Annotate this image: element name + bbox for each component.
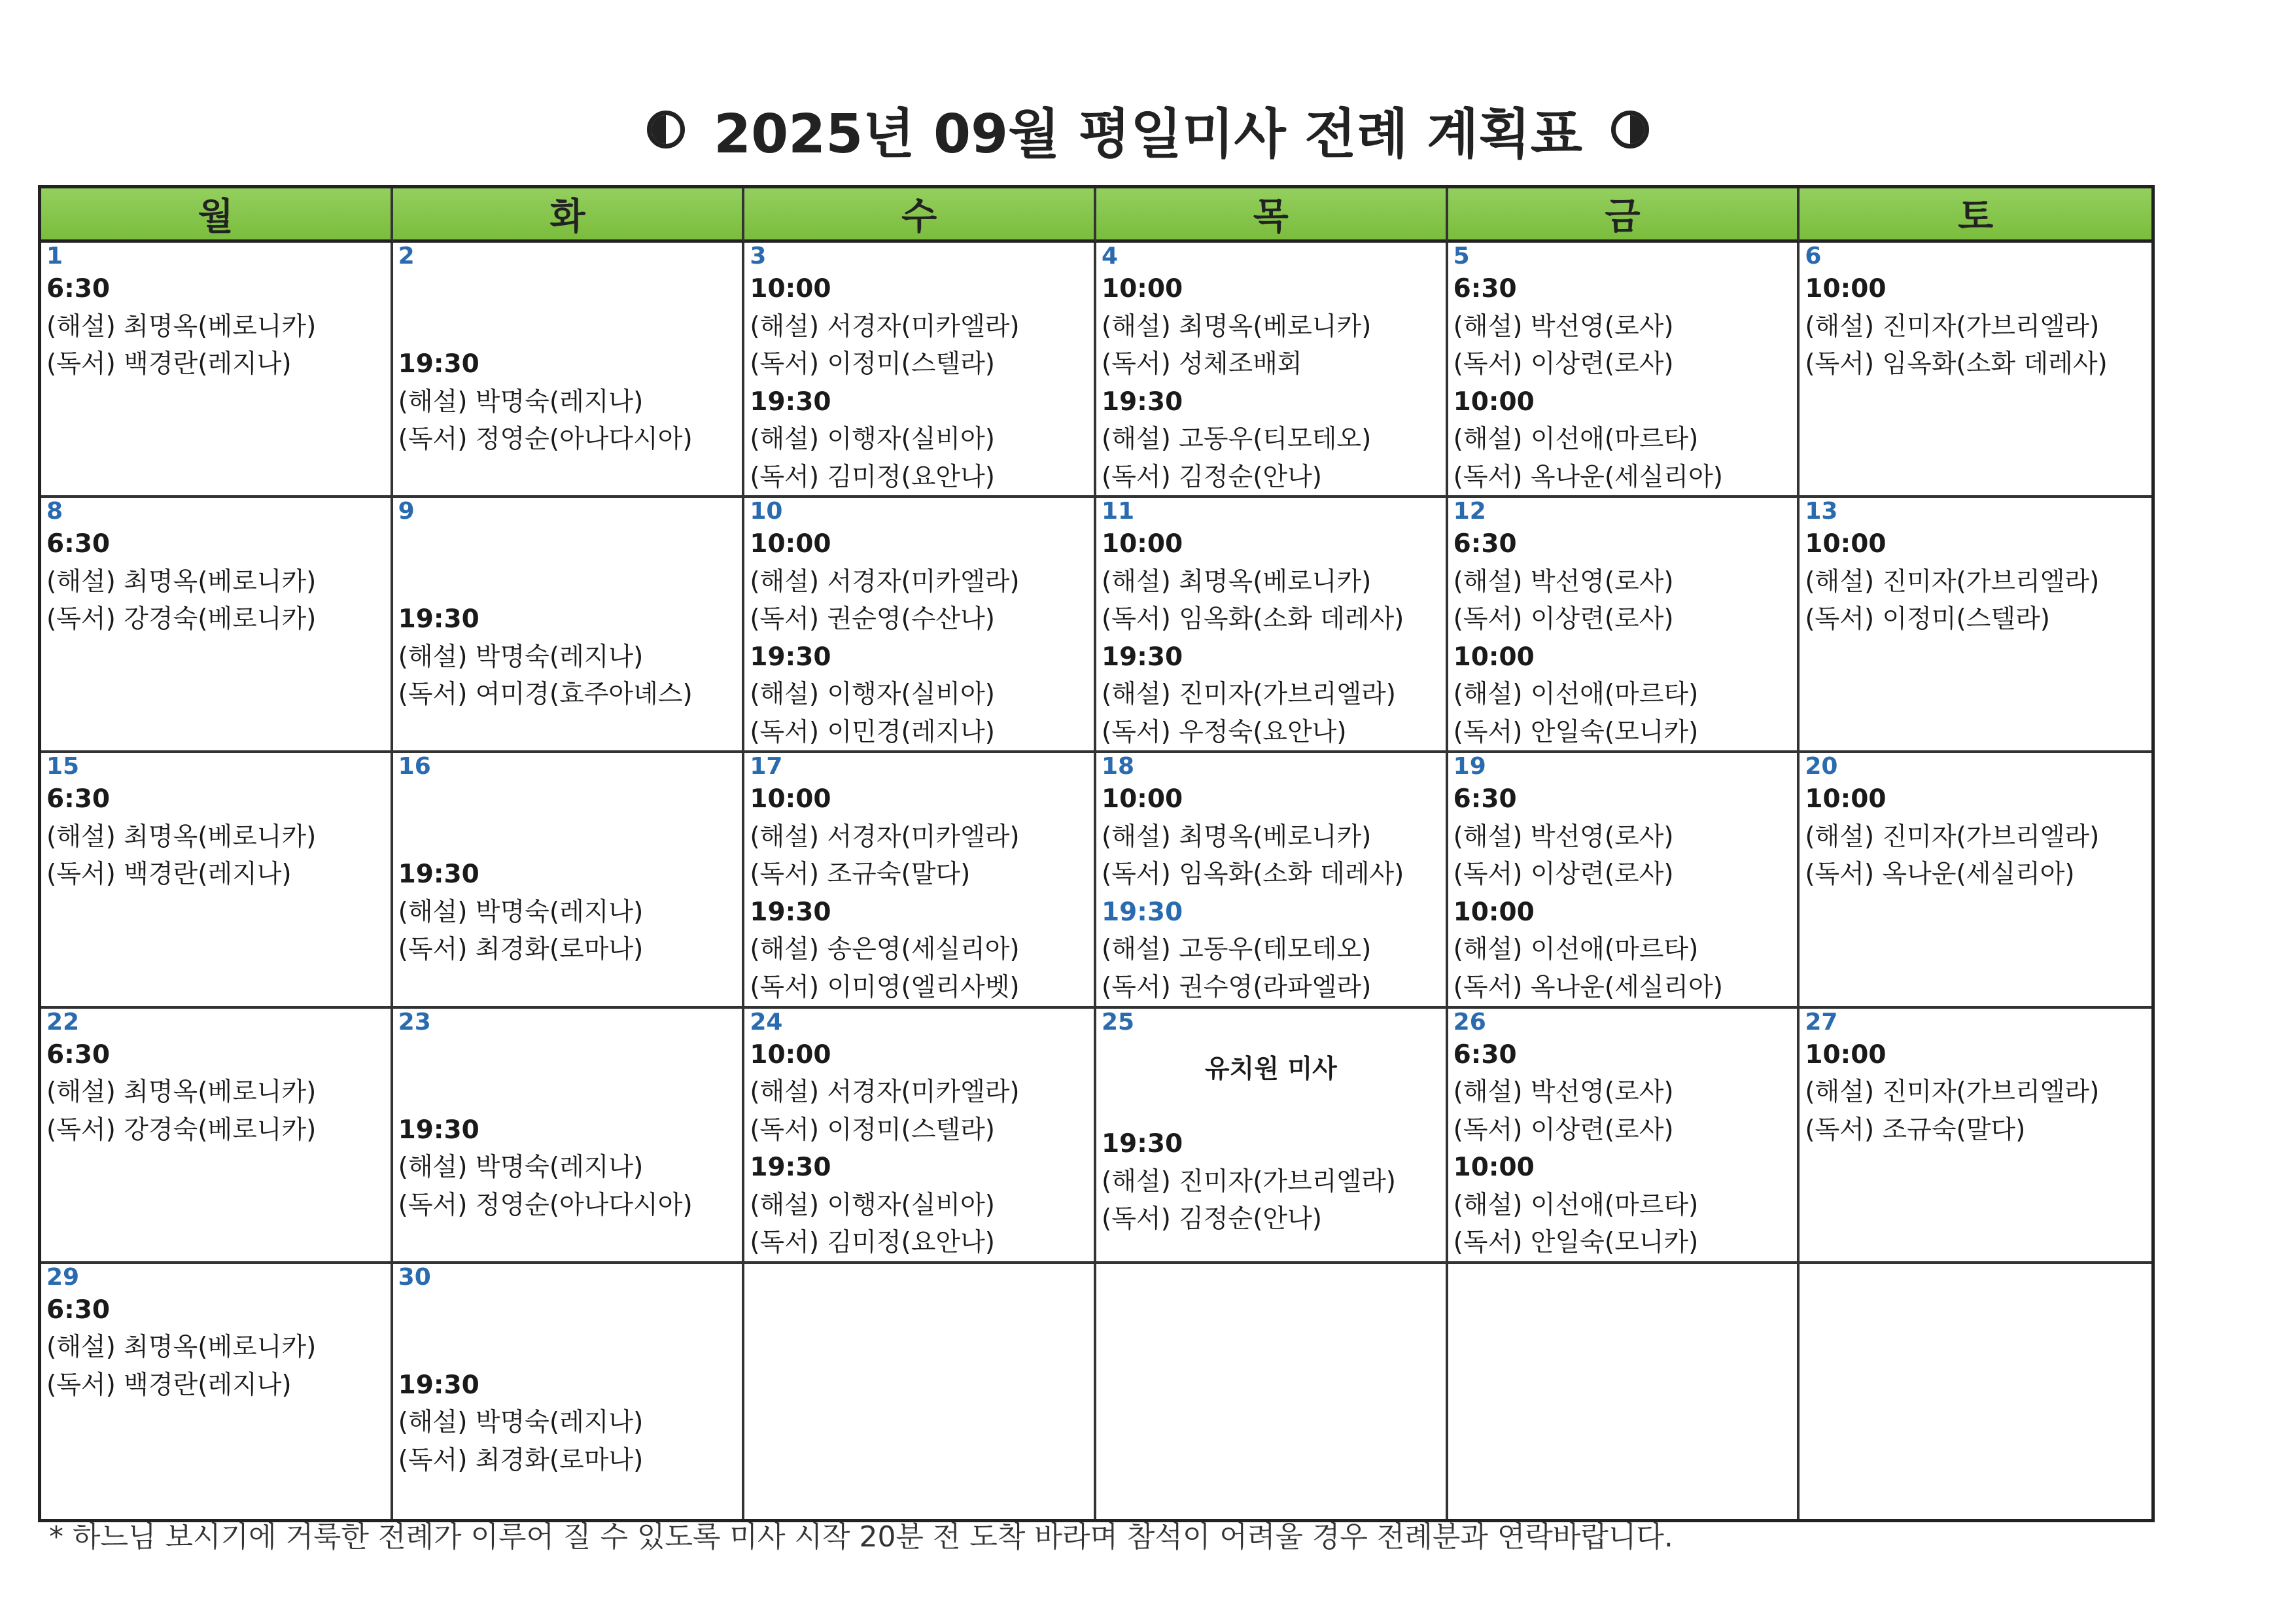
reading-assignment: (독서) 우정숙(요안나) (1102, 717, 1347, 747)
commentary-assignment: (해설) 이행자(실비아) (750, 1190, 995, 1220)
day-number-empty (1453, 1266, 1798, 1291)
day-cell (1096, 498, 1448, 753)
day-cell (1096, 243, 1448, 498)
day-cell (744, 753, 1096, 1008)
mass-time: 10:00 (1102, 274, 1183, 304)
mass-time: 10:00 (1805, 529, 1887, 559)
commentary-assignment: (해설) 진미자(가브리엘라) (1102, 1166, 1396, 1196)
day-number: 12 (1453, 498, 1486, 525)
day-cell (1800, 498, 2151, 753)
commentary-assignment: (해설) 이행자(실비아) (750, 425, 995, 454)
reading-assignment: (독서) 백경란(레지나) (46, 1370, 292, 1400)
reading-assignment: (독서) 김정순(안나) (1102, 462, 1322, 492)
mass-time: 10:00 (1453, 1153, 1535, 1183)
mass-time: 10:00 (750, 274, 831, 304)
reading-assignment: (독서) 이민경(레지나) (750, 717, 995, 747)
weekday-header: 월 (41, 188, 393, 243)
commentary-assignment: (해설) 이선애(마르타) (1453, 680, 1699, 710)
day-cell (1448, 243, 1800, 498)
commentary-assignment: (해설) 서경자(미카엘라) (750, 567, 1020, 597)
reading-assignment: (독서) 백경란(레지나) (46, 860, 292, 890)
reading-assignment: (독서) 안일숙(모니카) (1453, 717, 1699, 747)
day-cell (1096, 1264, 1448, 1519)
day-cell (1800, 753, 2151, 1008)
mass-time: 19:30 (398, 860, 479, 890)
mass-time: 19:30 (1102, 387, 1183, 417)
mass-time: 19:30 (1102, 897, 1183, 927)
day-cell (1096, 753, 1448, 1008)
mass-time: 6:30 (46, 1039, 111, 1070)
reading-assignment: (독서) 이상련(로사) (1453, 604, 1674, 635)
mass-time: 6:30 (1453, 529, 1517, 559)
day-number: 27 (1805, 1008, 1838, 1036)
day-number-empty (1102, 1266, 1446, 1291)
commentary-assignment: (해설) 최명옥(베로니카) (46, 1077, 317, 1108)
commentary-assignment: (해설) 박명숙(레지나) (398, 1153, 644, 1183)
commentary-assignment: (해설) 박명숙(레지나) (398, 1408, 644, 1438)
day-number: 9 (398, 498, 415, 525)
reading-assignment: (독서) 강경숙(베로니카) (46, 1115, 317, 1145)
weekday-header: 금 (1448, 188, 1800, 243)
day-cell (1448, 1264, 1800, 1519)
commentary-assignment: (해설) 이선애(마르타) (1453, 935, 1699, 965)
reading-assignment: (독서) 옥나운(세실리아) (1453, 462, 1723, 492)
day-cell (393, 1264, 745, 1519)
reading-assignment: (독서) 이정미(스텔라) (1805, 604, 2050, 635)
reading-assignment: (독서) 여미경(효주아녜스) (398, 680, 693, 710)
reading-assignment: (독서) 백경란(레지나) (46, 349, 292, 379)
reading-assignment: (독서) 김정순(안나) (1102, 1204, 1322, 1234)
day-number: 24 (750, 1008, 783, 1036)
day-number: 30 (398, 1263, 431, 1291)
commentary-assignment: (해설) 진미자(가브리엘라) (1805, 311, 2100, 341)
day-number: 3 (750, 243, 767, 270)
day-number: 15 (46, 753, 80, 780)
mass-time: 10:00 (1453, 642, 1535, 672)
day-cell (41, 243, 393, 498)
day-cell (393, 498, 745, 753)
commentary-assignment: (해설) 이선애(마르타) (1453, 1190, 1699, 1220)
mass-time: 6:30 (46, 529, 111, 559)
reading-assignment: (독서) 권수영(라파엘라) (1102, 972, 1372, 1002)
day-cell (744, 498, 1096, 753)
day-number: 22 (46, 1008, 80, 1036)
commentary-assignment: (해설) 박선영(로사) (1453, 567, 1674, 597)
commentary-assignment: (해설) 박명숙(레지나) (398, 387, 644, 417)
mass-time: 6:30 (1453, 784, 1517, 814)
reading-assignment: (독서) 이정미(스텔라) (750, 1115, 995, 1145)
cell-spacer (398, 270, 742, 345)
commentary-assignment: (해설) 진미자(가브리엘라) (1805, 1077, 2100, 1108)
mass-time: 19:30 (398, 349, 479, 379)
reading-assignment: (독서) 옥나운(세실리아) (1453, 972, 1723, 1002)
mass-time: 19:30 (398, 604, 479, 635)
mass-time: 19:30 (398, 1370, 479, 1400)
day-cell (744, 1009, 1096, 1264)
mass-time: 10:00 (750, 1039, 831, 1070)
mass-time: 19:30 (1102, 642, 1183, 672)
reading-assignment: (독서) 옥나운(세실리아) (1805, 860, 2075, 890)
day-number: 25 (1102, 1008, 1135, 1036)
commentary-assignment: (해설) 진미자(가브리엘라) (1102, 680, 1396, 710)
mass-time: 10:00 (1102, 529, 1183, 559)
mass-time: 19:30 (1102, 1129, 1183, 1159)
half-moon-icon (647, 111, 685, 148)
mass-time: 6:30 (46, 274, 111, 304)
reading-assignment: (독서) 성체조배회 (1102, 349, 1302, 379)
commentary-assignment: (해설) 최명옥(베로니카) (46, 311, 317, 341)
commentary-assignment: (해설) 최명옥(베로니카) (1102, 822, 1372, 852)
mass-time: 10:00 (750, 529, 831, 559)
day-number: 1 (46, 243, 63, 270)
mass-time: 19:30 (750, 642, 831, 672)
mass-time: 10:00 (1453, 897, 1535, 927)
day-cell (744, 1264, 1096, 1519)
reading-assignment: (독서) 정영순(아나다시아) (398, 1190, 693, 1220)
reading-assignment: (독서) 임옥화(소화 데레사) (1102, 860, 1404, 890)
day-cell (393, 243, 745, 498)
reading-assignment: (독서) 안일숙(모니카) (1453, 1228, 1699, 1258)
reading-assignment: (독서) 김미정(요안나) (750, 462, 995, 492)
reading-assignment: (독서) 강경숙(베로니카) (46, 604, 317, 635)
commentary-assignment: (해설) 박선영(로사) (1453, 1077, 1674, 1108)
reading-assignment: (독서) 최경화(로마나) (398, 1445, 644, 1475)
reading-assignment: (독서) 이정미(스텔라) (750, 349, 995, 379)
reading-assignment: (독서) 임옥화(소화 데레사) (1102, 604, 1404, 635)
reading-assignment: (독서) 임옥화(소화 데레사) (1805, 349, 2108, 379)
commentary-assignment: (해설) 서경자(미카엘라) (750, 1077, 1020, 1108)
day-cell (41, 498, 393, 753)
liturgy-calendar (38, 185, 2155, 1522)
reading-assignment: (독서) 최경화(로마나) (398, 935, 644, 965)
day-number: 13 (1805, 498, 1838, 525)
mass-time: 10:00 (1102, 784, 1183, 814)
day-number: 11 (1102, 498, 1135, 525)
commentary-assignment: (해설) 송은영(세실리아) (750, 935, 1020, 965)
reading-assignment: (독서) 이미영(엘리사벳) (750, 972, 1020, 1002)
footnote: * 하느님 보시기에 거룩한 전례가 이루어 질 수 있도록 미사 시작 20분 전 도착 바라며 참석이 어려울 경우 전례분과 연락바랍니다. (49, 1520, 1673, 1554)
title-text: 2025년 09월 평일미사 전례 계획표 (714, 103, 1582, 166)
day-number: 19 (1453, 753, 1486, 780)
reading-assignment: (독서) 조규숙(말다) (750, 860, 971, 890)
day-cell (1800, 243, 2151, 498)
reading-assignment: (독서) 김미정(요안나) (750, 1228, 995, 1258)
mass-time: 6:30 (46, 784, 111, 814)
commentary-assignment: (해설) 이행자(실비아) (750, 680, 995, 710)
day-cell (1448, 753, 1800, 1008)
mass-time: 6:30 (46, 1295, 111, 1325)
day-cell (41, 1009, 393, 1264)
day-number: 10 (750, 498, 783, 525)
cell-spacer (398, 525, 742, 601)
commentary-assignment: (해설) 진미자(가브리엘라) (1805, 567, 2100, 597)
mass-time: 10:00 (1805, 1039, 1887, 1070)
commentary-assignment: (해설) 이선애(마르타) (1453, 425, 1699, 454)
special-event: 유치원 미사 (1204, 1054, 1337, 1084)
day-number: 2 (398, 243, 415, 270)
mass-time: 10:00 (750, 784, 831, 814)
commentary-assignment: (해설) 진미자(가브리엘라) (1805, 822, 2100, 852)
day-number: 18 (1102, 753, 1135, 780)
mass-time: 19:30 (750, 897, 831, 927)
commentary-assignment: (해설) 고동우(테모테오) (1102, 935, 1372, 965)
day-number: 17 (750, 753, 783, 780)
day-number: 4 (1102, 243, 1119, 270)
commentary-assignment: (해설) 박선영(로사) (1453, 311, 1674, 341)
reading-assignment: (독서) 권순영(수산나) (750, 604, 995, 635)
day-cell (393, 1009, 745, 1264)
mass-time: 10:00 (1453, 387, 1535, 417)
day-cell (393, 753, 745, 1008)
cell-spacer (398, 1291, 742, 1367)
day-number: 6 (1805, 243, 1822, 270)
mass-time: 6:30 (1453, 274, 1517, 304)
page-title (0, 90, 2296, 169)
commentary-assignment: (해설) 박명숙(레지나) (398, 897, 644, 927)
reading-assignment: (독서) 이상련(로사) (1453, 860, 1674, 890)
day-number: 5 (1453, 243, 1470, 270)
day-cell (1800, 1264, 2151, 1519)
commentary-assignment: (해설) 최명옥(베로니카) (46, 1333, 317, 1363)
commentary-assignment: (해설) 최명옥(베로니카) (46, 567, 317, 597)
reading-assignment: (독서) 이상련(로사) (1453, 1115, 1674, 1145)
day-cell (1096, 1009, 1448, 1264)
mass-time: 19:30 (750, 387, 831, 417)
day-number: 23 (398, 1008, 431, 1036)
cell-spacer (398, 780, 742, 856)
commentary-assignment: (해설) 최명옥(베로니카) (1102, 567, 1372, 597)
mass-time: 10:00 (1805, 274, 1887, 304)
commentary-assignment: (해설) 최명옥(베로니카) (46, 822, 317, 852)
commentary-assignment: (해설) 서경자(미카엘라) (750, 822, 1020, 852)
day-number: 29 (46, 1263, 80, 1291)
cell-spacer (398, 1036, 742, 1111)
day-number: 16 (398, 753, 431, 780)
day-number-empty (1805, 1266, 2151, 1291)
day-cell (1448, 1009, 1800, 1264)
commentary-assignment: (해설) 박명숙(레지나) (398, 642, 644, 672)
reading-assignment: (독서) 조규숙(말다) (1805, 1115, 2026, 1145)
weekday-header: 토 (1800, 188, 2151, 243)
half-moon-icon (1611, 111, 1649, 148)
commentary-assignment: (해설) 최명옥(베로니카) (1102, 311, 1372, 341)
reading-assignment: (독서) 이상련(로사) (1453, 349, 1674, 379)
mass-time: 10:00 (1805, 784, 1887, 814)
day-cell (744, 243, 1096, 498)
day-cell (1800, 1009, 2151, 1264)
weekday-header: 수 (744, 188, 1096, 243)
day-number: 26 (1453, 1008, 1486, 1036)
day-number-empty (750, 1266, 1094, 1291)
day-number: 8 (46, 498, 63, 525)
commentary-assignment: (해설) 서경자(미카엘라) (750, 311, 1020, 341)
mass-time: 6:30 (1453, 1039, 1517, 1070)
weekday-header: 화 (393, 188, 745, 243)
day-number: 20 (1805, 753, 1838, 780)
reading-assignment: (독서) 정영순(아나다시아) (398, 425, 693, 454)
day-cell (41, 753, 393, 1008)
mass-time: 19:30 (398, 1115, 479, 1145)
day-cell (1448, 498, 1800, 753)
mass-time: 19:30 (750, 1153, 831, 1183)
commentary-assignment: (해설) 박선영(로사) (1453, 822, 1674, 852)
commentary-assignment: (해설) 고동우(티모테오) (1102, 425, 1372, 454)
weekday-header: 목 (1096, 188, 1448, 243)
day-cell (41, 1264, 393, 1519)
